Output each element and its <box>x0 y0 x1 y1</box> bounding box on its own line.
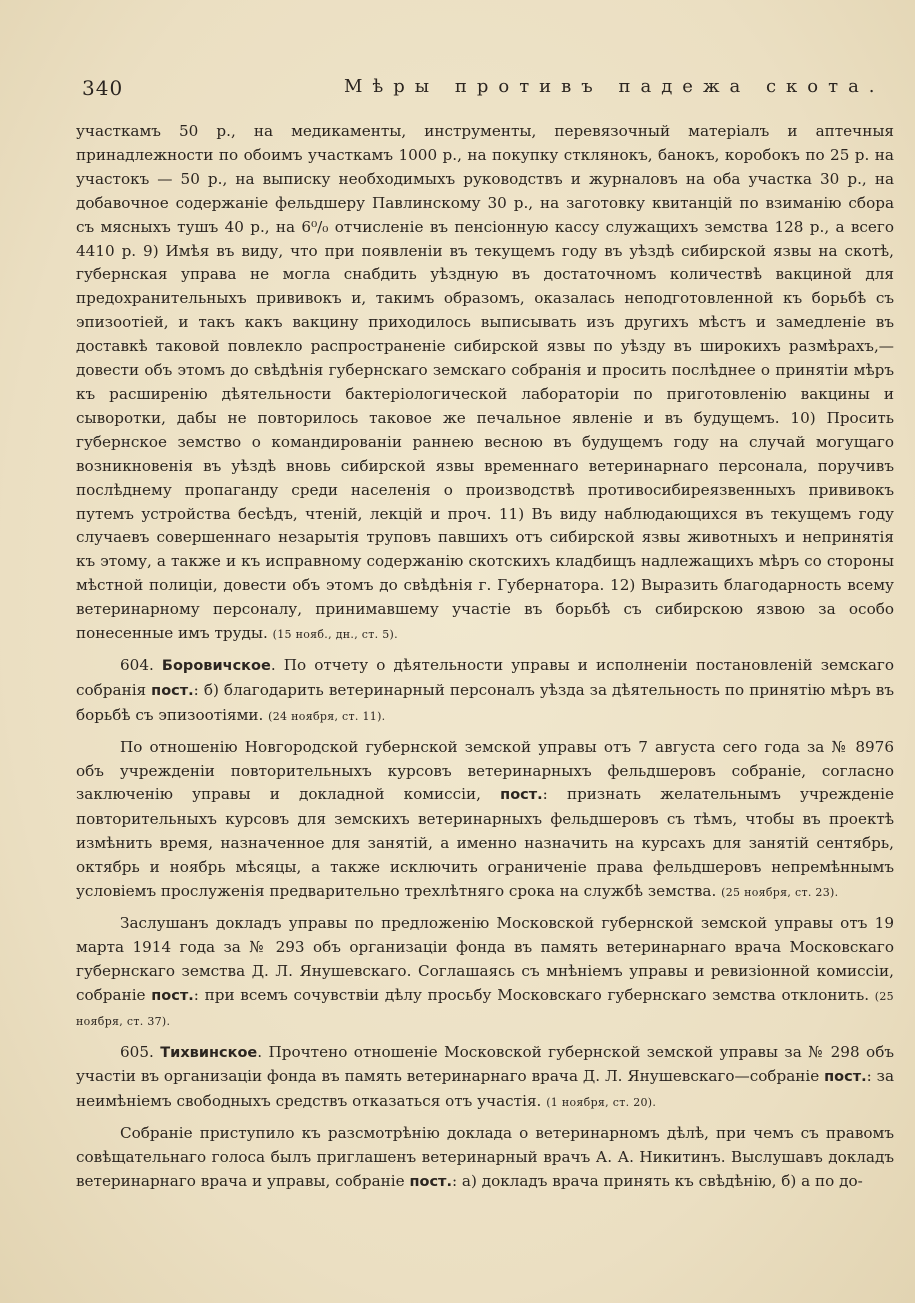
paragraph-text: . Прочтено отношеніе Московской губернской земской управы за № 298 объ участіи въ организаціи фонда въ память ветеринарнаго врача Д. Л. Янушевскаго—собраніе <box>76 1042 894 1086</box>
source-reference: (15 нояб., дн., ст. 5). <box>272 628 398 642</box>
paragraph-p2 <box>76 654 894 729</box>
page-body-text <box>76 120 894 1195</box>
bold-term: пост. <box>500 787 543 804</box>
paragraph-p3 <box>76 736 894 905</box>
paragraph-text: Заслушанъ докладъ управы по предложенію Московской губернской земской управы отъ 19 марта 1914 года за № 293 объ организаціи фонда въ память ветеринарнаго врача Московскаго губернскаго земства Д. Л. Янушевскаго. Соглашаясь съ мнѣніемъ управы и ревизіонной комиссіи, собраніе <box>76 914 894 1004</box>
paragraph-text: 605. <box>120 1042 161 1061</box>
bold-term: пост. <box>824 1069 867 1086</box>
running-title: Мѣры противъ падежа скота. <box>344 76 885 97</box>
paragraph-text: : за неимѣніемъ свободныхъ средствъ отказаться отъ участія. <box>76 1067 894 1111</box>
paragraph-text: 604. <box>120 655 162 674</box>
paragraph-text: : а) докладъ врача принять къ свѣдѣнію, б) а по до- <box>451 1172 863 1191</box>
paragraph-text: По отношенію Новгородской губернской земской управы отъ 7 августа сего года за № 8976 объ учрежденіи повторительныхъ курсовъ ветеринарныхъ фельдшеровъ собраніе, согласно заключенію управы и докладной комиссіи, <box>76 737 894 804</box>
paragraph-p4 <box>76 912 894 1034</box>
source-reference: (1 ноября, ст. 20). <box>546 1096 657 1110</box>
page-header <box>82 76 902 102</box>
paragraph-text: : при всемъ сочувствіи дѣлу просьбу Московскаго губернскаго земства отклонить. <box>193 985 875 1004</box>
paragraph-text: : признать желательнымъ учрежденіе повторительныхъ курсовъ для земскихъ ветеринарныхъ фельдшеровъ съ тѣмъ, чтобы въ проектѣ измѣнить время, назначенное для занятій, а именно назначить на курсахъ для занятій сентябрь, октябрь и ноябрь мѣсяцы, а также исключить ограниченіе права фельдшеровъ непремѣннымъ условіемъ прослуженія предварительно трехлѣтняго срока на службѣ земства. <box>76 785 894 901</box>
paragraph-text: . По отчету о дѣятельности управы и исполненіи постановленій земскаго собранія <box>76 655 894 699</box>
paragraph-text: участкамъ 50 р., на медикаменты, инструменты, перевязочный матеріалъ и аптечныя принадлежности по обоимъ участкамъ 1000 р., на покупку стклянокъ, банокъ, коробокъ по 25 р. на участокъ — 50 р., на выписку необходимыхъ руководствъ и журналовъ на оба участка 30 р., на добавочное содержаніе фельдшеру Павлинскому 30 р., на заготовку квитанцій по взиманію сбора съ мясныхъ тушъ 40 р., на 6⁰/₀ отчисленіе въ пенсіонную кассу служащихъ земства 128 р., а всего 4410 р. 9) Имѣя въ виду, что при появленіи въ текущемъ году въ уѣздѣ сибирской язвы на скотѣ, губернская управа не могла снабдить уѣздную въ достаточномъ количествѣ вакциной для предохранительныхъ прививокъ и, такимъ образомъ, оказалась неподготовленной къ борьбѣ съ эпизоотіей, и такъ какъ вакцину приходилось выписывать изъ другихъ мѣстъ и замедленіе въ доставкѣ таковой повлекло распространеніе сибирской язвы по уѣзду въ широкихъ размѣрахъ,—довести объ этомъ до свѣдѣнія губернскаго земскаго собранія и просить послѣднее о принятіи мѣръ къ расширенію дѣятельности бактеріологической лабораторіи по приготовленію вакцины и сыворотки, дабы не повторилось таковое же печальное явленіе и въ будущемъ. 10) Просить губернское земство о командированіи раннею весною въ будущемъ году на случай могущаго возникновенія въ уѣздѣ вновь сибирской язвы временнаго ветеринарнаго персонала, поручивъ послѣднему пропаганду среди населенія о производствѣ противосибиреязвенныхъ прививокъ путемъ устройства бесѣдъ, чтеній, лекцій и проч. 11) Въ виду наблюдающихся въ текущемъ году случаевъ совершеннаго незарытія труповъ павшихъ отъ сибирской язвы животныхъ и непринятія къ этому, а также и къ исправному содержанію скотскихъ кладбищъ надлежащихъ мѣръ со стороны мѣстной полиціи, довести объ этомъ до свѣдѣнія г. Губернатора. 12) Выразить благодарность всему ветеринарному персоналу, принимавшему участіе въ борьбѣ съ сибирскою язвою за особо понесенные имъ труды. <box>76 122 894 643</box>
bold-term: пост. <box>151 987 194 1004</box>
bold-term: Боровичское <box>161 657 271 674</box>
page-number: 340 <box>82 76 124 100</box>
paragraph-text: : б) благодарить ветеринарный персоналъ уѣзда за дѣятельность по принятію мѣръ въ борьбѣ съ эпизоотіями. <box>76 680 894 724</box>
bold-term: Тихвинское <box>160 1044 258 1061</box>
paragraph-p6 <box>76 1122 894 1195</box>
source-reference: (25 ноября, ст. 23). <box>721 886 839 900</box>
bold-term: пост. <box>151 682 194 699</box>
paragraph-p5 <box>76 1041 894 1116</box>
paragraph-text: Собраніе приступило къ разсмотрѣнію доклада о ветеринарномъ дѣлѣ, при чемъ съ правомъ совѣщательнаго голоса былъ приглашенъ ветеринарный врачъ А. А. Никитинъ. Выслушавъ докладъ ветеринарнаго врача и управы, собраніе <box>76 1124 894 1191</box>
paragraph-p1 <box>76 120 894 647</box>
source-reference: (25 ноября, ст. 37). <box>76 989 894 1028</box>
source-reference: (24 ноября, ст. 11). <box>268 709 386 723</box>
bold-term: пост. <box>409 1174 452 1191</box>
